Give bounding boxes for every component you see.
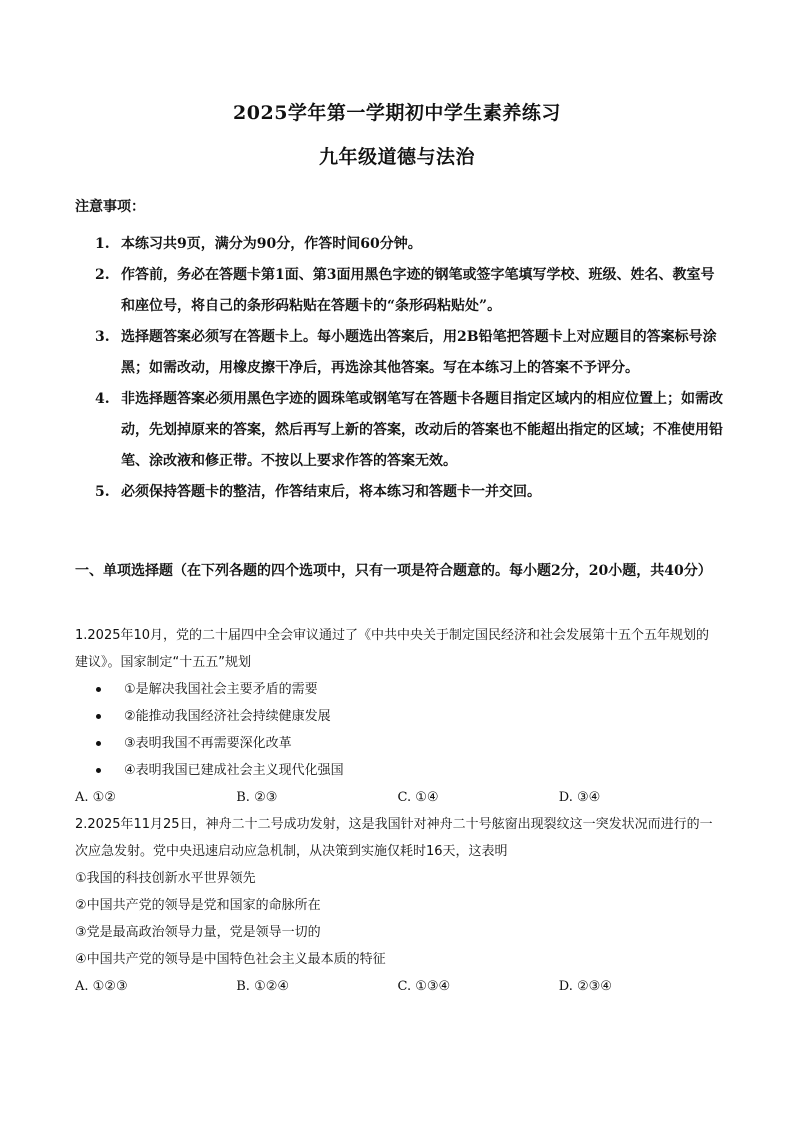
option-d: D. ③④ [558, 790, 601, 805]
statement-text: ①是解决我国社会主要矛盾的需要 [124, 682, 318, 697]
option-a: A. ①② [75, 790, 116, 805]
exam-title: 2025学年第一学期初中学生素养练习 [233, 102, 561, 124]
statement-text: ③党是最高政治领导力量，党是领导一切的 [75, 925, 321, 940]
bullet-icon [96, 714, 101, 719]
question-stem: 2.2025年11月25日，神舟二十二号成功发射，这是我国针对神舟二十号舷窗出现裂纹这一突发状况而进行的一次应急发射。党中央迅速启动应急机制，从决策到实施仅耗时16天，这表明 [75, 817, 713, 859]
notice-item-text: 选择题答案必须写在答题卡上。每小题选出答案后，用2B铅笔把答题卡上对应题目的答案标号涂黑；如需改动，用橡皮擦干净后，再选涂其他答案。写在本练习上的答案不予评分。 [121, 329, 717, 376]
statement-text: ②中国共产党的领导是党和国家的命脉所在 [75, 898, 321, 913]
statement-list [75, 676, 720, 784]
notice-item-number: 1. [95, 236, 110, 252]
notice-list [95, 229, 725, 508]
answer-options [75, 973, 720, 1000]
statement-text: ④表明我国已建成社会主义现代化强国 [124, 763, 344, 778]
notice-item-text: 作答前，务必在答题卡第1面、第3面用黑色字迹的钢笔或签字笔填写学校、班级、姓名、教室号和座位号，将自己的条形码粘贴在答题卡的“条形码粘贴处”。 [121, 267, 715, 314]
notice-item [95, 229, 725, 260]
notice-item-text: 非选择题答案必须用黑色字迹的圆珠笔或钢笔写在答题卡各题目指定区域内的相应位置上；如需改动，先划掉原来的答案，然后再写上新的答案，改动后的答案也不能超出指定的区域；不准使用铅笔、涂改液和修正带。不按以上要求作答的答案无效。 [121, 391, 723, 469]
statement-item [75, 757, 720, 784]
notice-item-text: 本练习共9页，满分为90分，作答时间60分钟。 [121, 236, 422, 252]
option-a: A. ①②③ [75, 979, 128, 994]
notice-item-number: 5. [95, 484, 110, 500]
notice-item-text: 必须保持答题卡的整洁，作答结束后，将本练习和答题卡一并交回。 [121, 484, 541, 500]
bullet-icon [96, 687, 101, 692]
option-b: B. ②③ [236, 790, 278, 805]
statement-text: ③表明我国不再需要深化改革 [124, 736, 292, 751]
option-b: B. ①②④ [236, 979, 290, 994]
statement-text: ①我国的科技创新水平世界领先 [75, 871, 256, 886]
statement-item [75, 676, 720, 703]
notice-item-number: 4. [95, 391, 110, 407]
question-2 [75, 811, 720, 1000]
option-d: D. ②③④ [558, 979, 612, 994]
question-stem: 1.2025年10月，党的二十届四中全会审议通过了《中共中央关于制定国民经济和社会发展第十五个五年规划的建议》。国家制定“十五五”规划 [75, 628, 710, 670]
exam-subject: 九年级道德与法治 [318, 146, 475, 168]
notice-item-number: 3. [95, 329, 110, 345]
option-c: C. ①④ [397, 790, 439, 805]
statement-item [75, 730, 720, 757]
notice-heading: 注意事项： [75, 199, 145, 215]
option-c: C. ①③④ [397, 979, 451, 994]
notice-item-number: 2. [95, 267, 110, 283]
notice-item [95, 322, 725, 384]
bullet-icon [96, 768, 101, 773]
answer-options [75, 784, 720, 811]
statement-item [75, 703, 720, 730]
bullet-icon [96, 741, 101, 746]
statement-text: ②能推动我国经济社会持续健康发展 [124, 709, 331, 724]
notice-item [95, 477, 725, 508]
section-heading: 一、单项选择题（在下列各题的四个选项中，只有一项是符合题意的。每小题2分，20小题，共40分） [75, 563, 712, 579]
notice-item [95, 260, 725, 322]
notice-item [95, 384, 725, 477]
statement-text: ④中国共产党的领导是中国特色社会主义最本质的特征 [75, 952, 386, 967]
question-1 [75, 622, 720, 811]
